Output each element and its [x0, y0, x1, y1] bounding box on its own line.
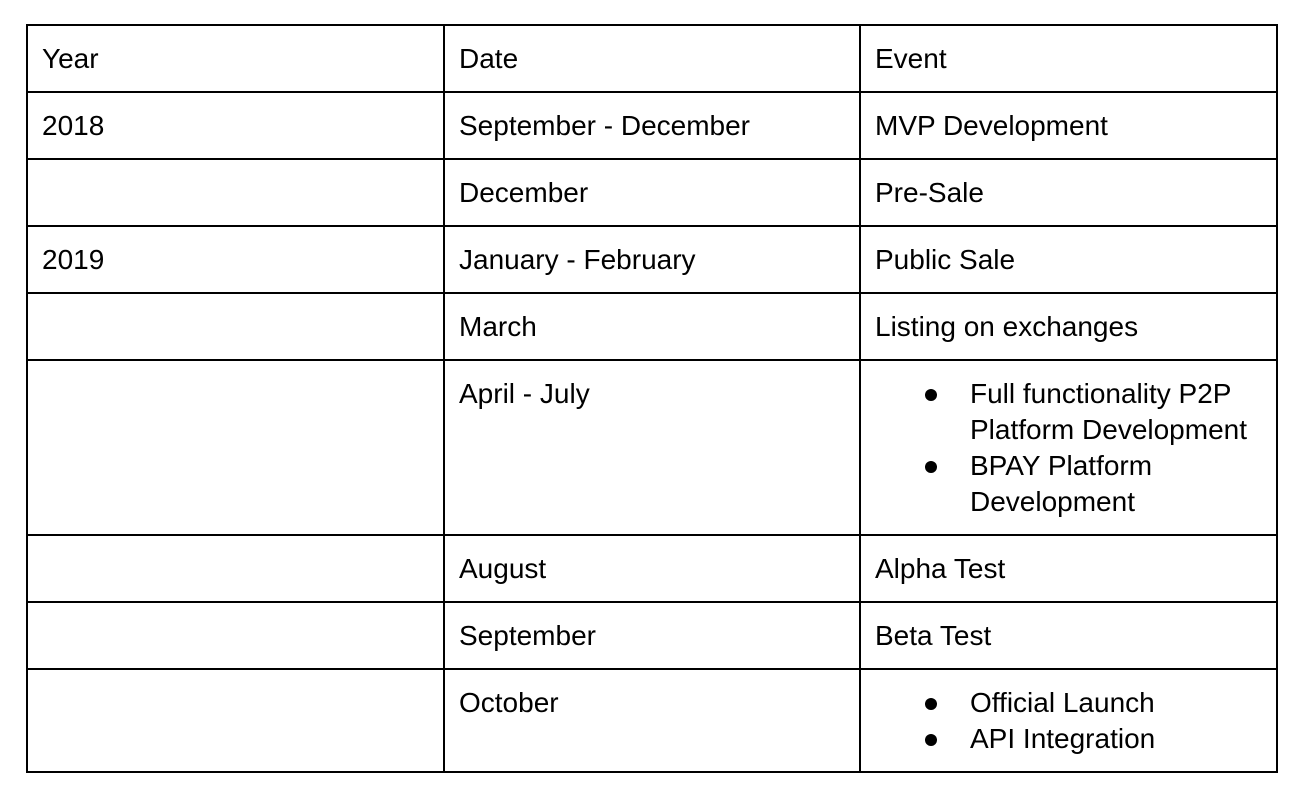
cell-year [27, 602, 444, 669]
table-row [27, 92, 1277, 159]
cell-year: 2018 [27, 92, 444, 159]
table-row [27, 669, 1277, 772]
roadmap-table [26, 24, 1278, 773]
bullet-dot-icon [925, 698, 937, 710]
cell-date: August [444, 535, 860, 602]
table-row [27, 159, 1277, 226]
cell-event: Public Sale [860, 226, 1277, 293]
cell-date: December [444, 159, 860, 226]
event-bullet-text: Full functionality P2P Platform Development [970, 378, 1248, 445]
event-bullet-text: Official Launch [970, 687, 1155, 718]
cell-event: MVP Development [860, 92, 1277, 159]
table-row [27, 535, 1277, 602]
header-event: Event [860, 25, 1277, 92]
cell-event: Beta Test [860, 602, 1277, 669]
cell-year [27, 669, 444, 772]
event-bullet-list [875, 376, 1262, 520]
cell-year [27, 360, 444, 535]
cell-year [27, 159, 444, 226]
bullet-dot-icon [925, 734, 937, 746]
header-year: Year [27, 25, 444, 92]
cell-event: Alpha Test [860, 535, 1277, 602]
cell-date: March [444, 293, 860, 360]
bullet-dot-icon [925, 461, 937, 473]
cell-date: October [444, 669, 860, 772]
cell-date: January - February [444, 226, 860, 293]
event-bullet-list [875, 685, 1262, 757]
table-row [27, 226, 1277, 293]
cell-year: 2019 [27, 226, 444, 293]
table-header-row [27, 25, 1277, 92]
cell-date: April - July [444, 360, 860, 535]
cell-event: Listing on exchanges [860, 293, 1277, 360]
table-row [27, 602, 1277, 669]
cell-date: September [444, 602, 860, 669]
event-bullet-text: BPAY Platform Development [970, 450, 1153, 517]
table-row [27, 293, 1277, 360]
event-bullet-item [925, 376, 1262, 448]
cell-event [860, 669, 1277, 772]
event-bullet-item [925, 448, 1262, 520]
bullet-dot-icon [925, 389, 937, 401]
event-bullet-item [925, 685, 1262, 721]
event-bullet-text: API Integration [970, 723, 1156, 754]
cell-event [860, 360, 1277, 535]
cell-year [27, 535, 444, 602]
table-row [27, 360, 1277, 535]
cell-event: Pre-Sale [860, 159, 1277, 226]
header-date: Date [444, 25, 860, 92]
cell-year [27, 293, 444, 360]
cell-date: September - December [444, 92, 860, 159]
event-bullet-item [925, 721, 1262, 757]
